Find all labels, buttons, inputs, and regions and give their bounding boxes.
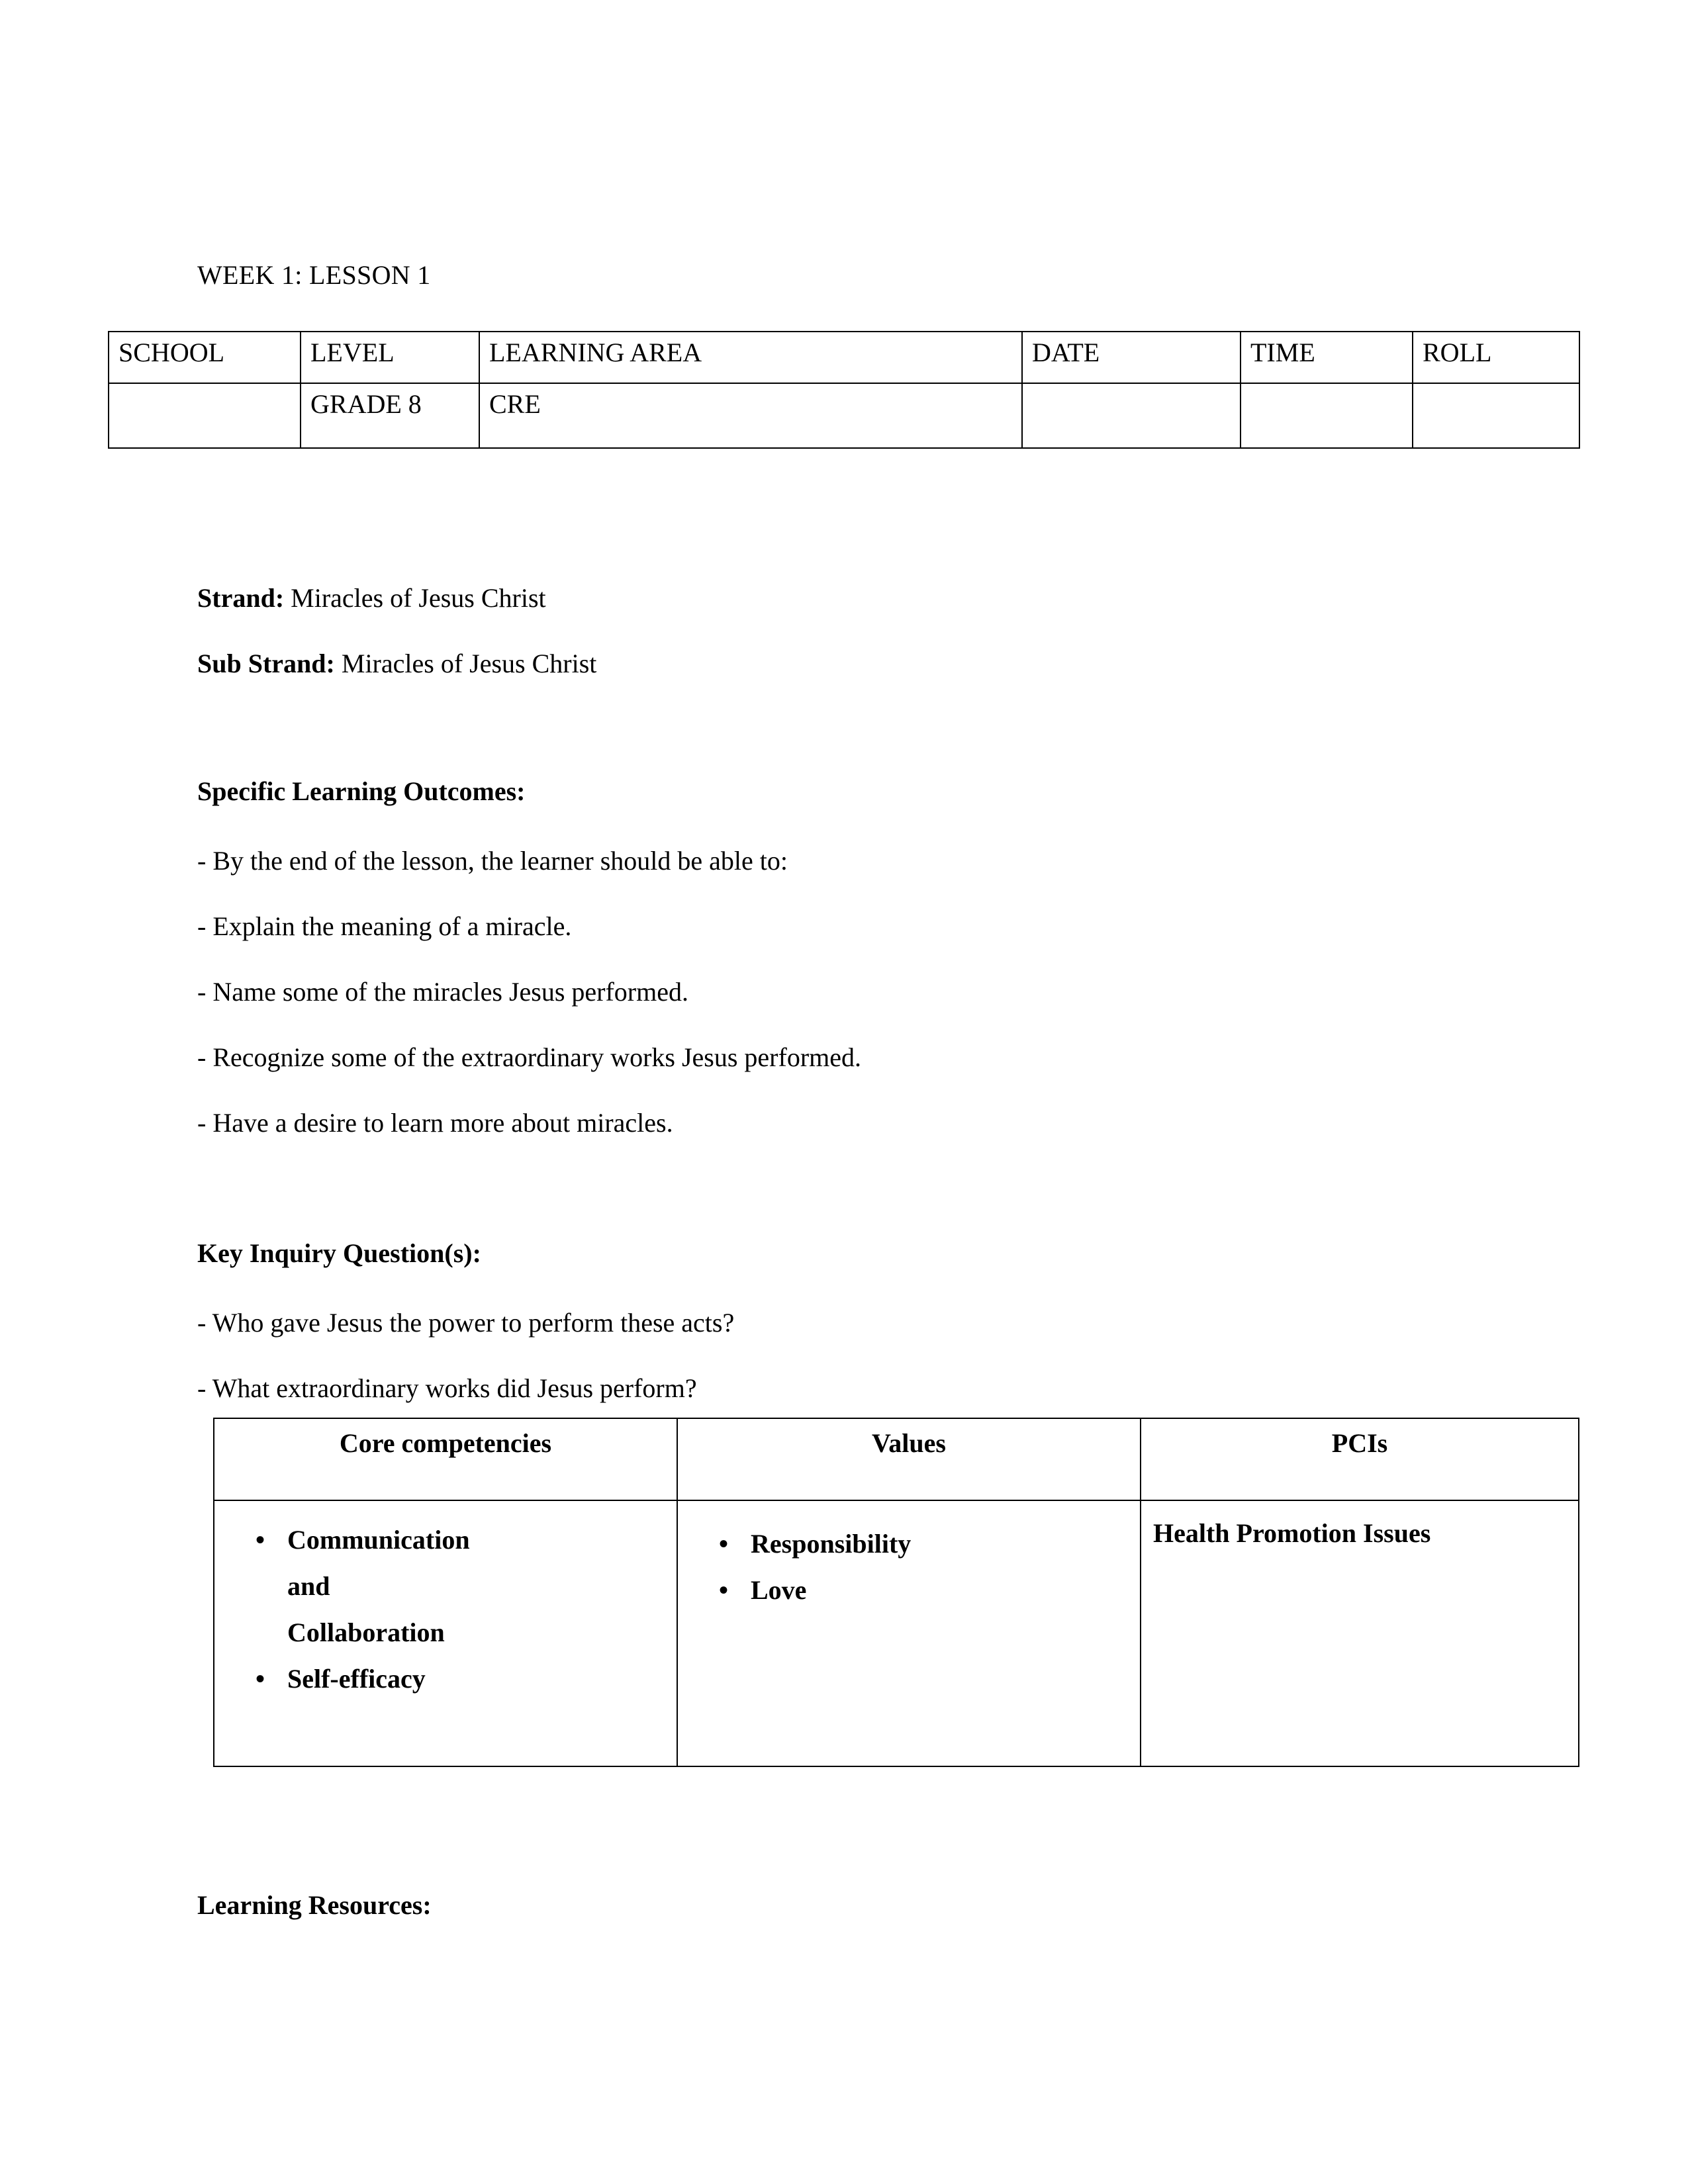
strand-value: Miracles of Jesus Christ: [284, 583, 546, 613]
specific-learning-outcomes-heading: Specific Learning Outcomes:: [197, 776, 526, 806]
info-header-date: DATE: [1022, 332, 1241, 383]
info-value-area: CRE: [479, 383, 1022, 448]
list-item: - What extraordinary works did Jesus perform?: [197, 1373, 697, 1403]
info-value-school: [109, 383, 301, 448]
competency-values-pcis-table: [213, 1418, 1579, 1767]
strand-row: [197, 582, 1521, 614]
list-item: - Name some of the miracles Jesus performed.: [197, 977, 688, 1007]
comp-header-pcis: PCIs: [1141, 1418, 1579, 1500]
info-header-roll: ROLL: [1413, 332, 1579, 383]
comp-header-values: Values: [677, 1418, 1141, 1500]
info-value-level: GRADE 8: [301, 383, 479, 448]
learning-resources-heading: Learning Resources:: [197, 1890, 432, 1920]
table-row: [214, 1500, 1579, 1766]
values-list: [678, 1501, 1140, 1614]
info-value-date: [1022, 383, 1241, 448]
strand-label: Strand:: [197, 583, 285, 613]
list-item: - Explain the meaning of a miracle.: [197, 911, 572, 941]
list-item: - Recognize some of the extraordinary works Jesus performed.: [197, 1042, 862, 1072]
info-header-time: TIME: [1241, 332, 1413, 383]
comp-header-core-competencies: Core competencies: [214, 1418, 677, 1500]
list-item: - Who gave Jesus the power to perform these acts?: [197, 1308, 735, 1338]
table-row: [214, 1418, 1579, 1500]
key-inquiry-questions-heading: Key Inquiry Question(s):: [197, 1238, 481, 1268]
info-value-roll: [1413, 383, 1579, 448]
list-item: • Responsibility: [678, 1521, 1140, 1567]
sub-strand-row: [197, 648, 1521, 680]
list-item: • Love: [678, 1567, 1140, 1614]
list-item: • Self-efficacy: [214, 1656, 492, 1702]
core-competencies-list: [214, 1501, 677, 1702]
table-row: [109, 332, 1579, 383]
sub-strand-value: Miracles of Jesus Christ: [334, 649, 597, 678]
list-item: - By the end of the lesson, the learner should be able to:: [197, 846, 788, 876]
info-header-level: LEVEL: [301, 332, 479, 383]
comp-cell-pcis: [1141, 1500, 1579, 1766]
lesson-heading: WEEK 1: LESSON 1: [197, 260, 431, 290]
pcis-value: Health Promotion Issues: [1153, 1518, 1431, 1548]
table-row: [109, 383, 1579, 448]
lesson-info-table: [108, 331, 1580, 449]
sub-strand-label: Sub Strand:: [197, 649, 335, 678]
info-header-school: SCHOOL: [109, 332, 301, 383]
comp-cell-values: [677, 1500, 1141, 1766]
info-value-time: [1241, 383, 1413, 448]
list-item: - Have a desire to learn more about miracles.: [197, 1108, 673, 1138]
key-inquiry-questions-list: [197, 1307, 1521, 1404]
info-header-area: LEARNING AREA: [479, 332, 1022, 383]
specific-learning-outcomes-list: [197, 845, 1521, 1139]
list-item: • Communication and Collaboration: [214, 1517, 492, 1656]
comp-cell-core-competencies: [214, 1500, 677, 1766]
